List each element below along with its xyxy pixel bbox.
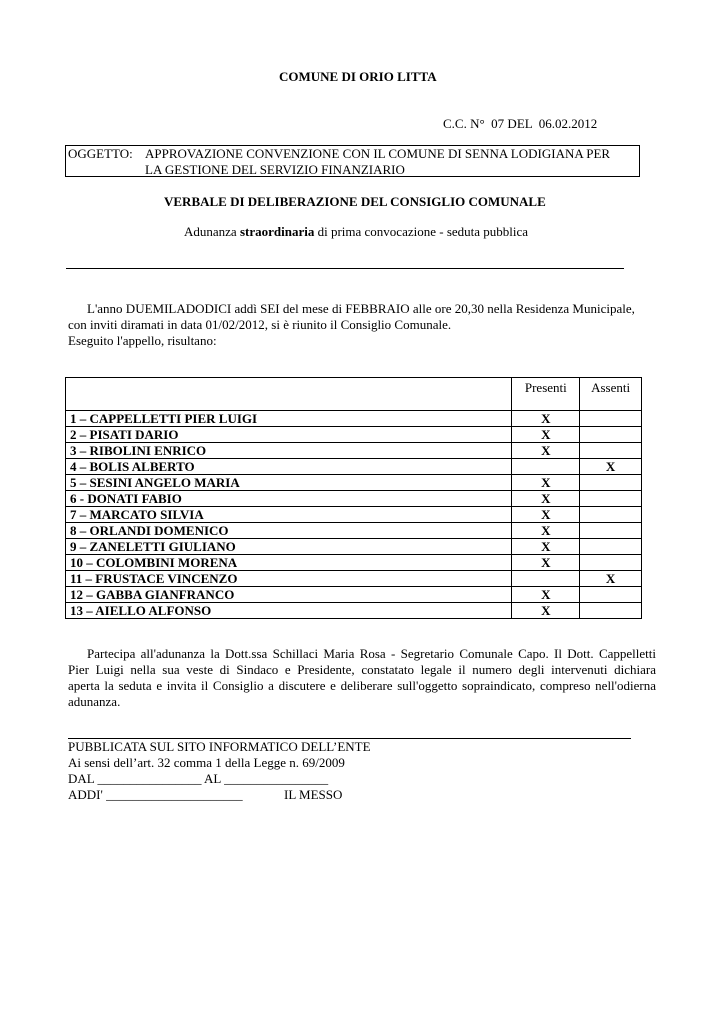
absent-mark (580, 523, 642, 539)
publication-line-3: DAL ________________ AL ________________ (68, 771, 329, 786)
divider-line (66, 268, 624, 269)
present-mark: X (512, 427, 580, 443)
publication-line-4 (68, 787, 371, 803)
participation-line-2: Pier Luigi nella sua veste di Sindaco e Presidente, constatato legale il numero degli intervenuti dichiara (68, 662, 656, 677)
present-mark: X (512, 411, 580, 427)
absent-mark (580, 555, 642, 571)
present-mark: X (512, 491, 580, 507)
table-row (66, 427, 642, 443)
session-type (184, 224, 528, 240)
absent-mark (580, 475, 642, 491)
subject-label: OGGETTO: (68, 146, 133, 161)
absent-mark: X (580, 571, 642, 587)
councillor-name: 9 – ZANELETTI GIULIANO (66, 539, 512, 555)
present-mark: X (512, 539, 580, 555)
councillor-name: 10 – COLOMBINI MORENA (66, 555, 512, 571)
absent-column-header: Assenti (580, 378, 642, 411)
intro-line-1: L'anno DUEMILADODICI addì SEI del mese di FEBBRAIO alle ore 20,30 nella Residenza Municipale, (87, 301, 635, 316)
attendance-header-row (66, 378, 642, 411)
councillor-name: 13 – AIELLO ALFONSO (66, 603, 512, 619)
participation-line-3: aperta la seduta e invita il Consiglio a discutere e deliberare sull'oggetto sopraindicato, compreso nell'odierna (68, 678, 656, 693)
councillor-name: 12 – GABBA GIANFRANCO (66, 587, 512, 603)
table-row (66, 411, 642, 427)
councillor-name: 3 – RIBOLINI ENRICO (66, 443, 512, 459)
absent-mark (580, 427, 642, 443)
session-prefix: Adunanza (184, 224, 240, 239)
councillor-name: 8 – ORLANDI DOMENICO (66, 523, 512, 539)
intro-line-3: Eseguito l'appello, risultano: (68, 333, 217, 348)
municipality-heading: COMUNE DI ORIO LITTA (279, 69, 437, 84)
present-mark: X (512, 523, 580, 539)
publication-line-1: PUBBLICATA SUL SITO INFORMATICO DELL’ENTE (68, 739, 371, 754)
publication-line-2: Ai sensi dell’art. 32 comma 1 della Legge n. 69/2009 (68, 755, 345, 770)
table-row (66, 507, 642, 523)
name-column-header (66, 378, 512, 411)
absent-mark (580, 491, 642, 507)
messenger-label: IL MESSO (284, 787, 343, 802)
session-suffix: di prima convocazione - seduta pubblica (314, 224, 529, 239)
participation-line-1: Partecipa all'adunanza la Dott.ssa Schillaci Maria Rosa - Segretario Comunale Capo. Il Dott. Cappelletti (87, 646, 656, 661)
intro-paragraph (68, 301, 656, 349)
absent-mark (580, 587, 642, 603)
present-mark: X (512, 555, 580, 571)
absent-mark (580, 443, 642, 459)
participation-line-4: adunanza. (68, 694, 121, 709)
table-row (66, 475, 642, 491)
absent-mark (580, 411, 642, 427)
councillor-name: 5 – SESINI ANGELO MARIA (66, 475, 512, 491)
publication-date-field: ADDI' _____________________ (68, 787, 243, 802)
councillor-name: 11 – FRUSTACE VINCENZO (66, 571, 512, 587)
present-mark: X (512, 603, 580, 619)
present-mark: X (512, 443, 580, 459)
present-mark: X (512, 475, 580, 491)
councillor-name: 7 – MARCATO SILVIA (66, 507, 512, 523)
councillor-name: 6 - DONATI FABIO (66, 491, 512, 507)
absent-mark: X (580, 459, 642, 475)
table-row (66, 603, 642, 619)
present-mark: X (512, 507, 580, 523)
table-row (66, 555, 642, 571)
council-resolution-number: C.C. N° 07 DEL 06.02.2012 (443, 116, 598, 131)
table-row (66, 523, 642, 539)
present-mark (512, 459, 580, 475)
table-row (66, 539, 642, 555)
attendance-table (65, 377, 642, 619)
present-column-header: Presenti (512, 378, 580, 411)
absent-mark (580, 507, 642, 523)
participation-paragraph (68, 646, 656, 710)
table-row (66, 443, 642, 459)
intro-line-2: con inviti diramati in data 01/02/2012, si è riunito il Consiglio Comunale. (68, 317, 452, 332)
absent-mark (580, 603, 642, 619)
table-row (66, 491, 642, 507)
present-mark: X (512, 587, 580, 603)
councillor-name: 4 – BOLIS ALBERTO (66, 459, 512, 475)
councillor-name: 2 – PISATI DARIO (66, 427, 512, 443)
councillor-name: 1 – CAPPELLETTI PIER LUIGI (66, 411, 512, 427)
subject-line-1: APPROVAZIONE CONVENZIONE CON IL COMUNE DI SENNA LODIGIANA PER (145, 146, 611, 161)
subject-line-2: LA GESTIONE DEL SERVIZIO FINANZIARIO (145, 162, 405, 177)
present-mark (512, 571, 580, 587)
attendance-rows (66, 411, 642, 619)
subject-box (65, 145, 640, 177)
absent-mark (580, 539, 642, 555)
table-row (66, 459, 642, 475)
table-row (66, 587, 642, 603)
table-row (66, 571, 642, 587)
document-title: VERBALE DI DELIBERAZIONE DEL CONSIGLIO COMUNALE (164, 194, 546, 209)
publication-block (68, 739, 371, 803)
session-type-bold: straordinaria (239, 224, 315, 239)
